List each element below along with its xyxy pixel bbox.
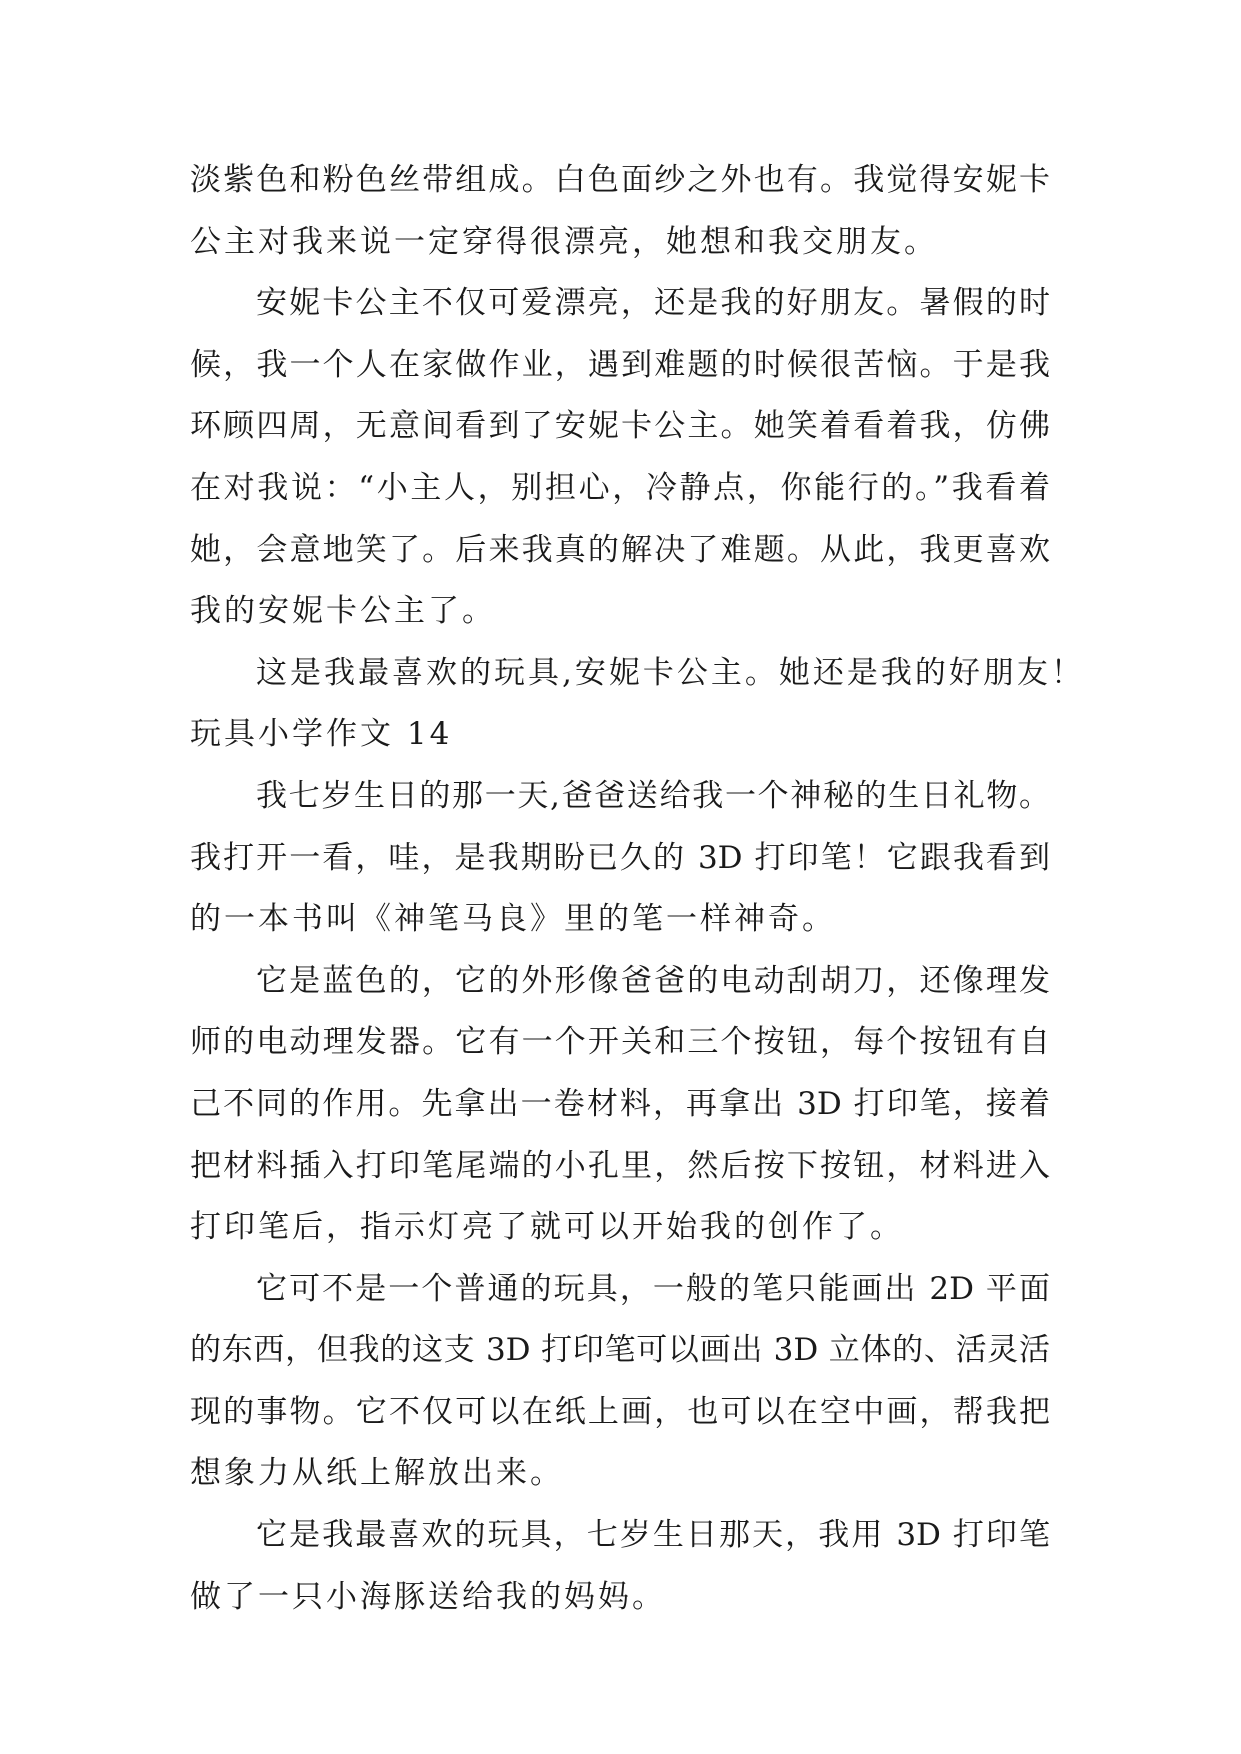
text-line: 我的安妮卡公主了。: [190, 593, 496, 630]
text-line: 候，我一个人在家做作业，遇到难题的时候很苦恼。于是我: [190, 346, 1050, 383]
text-line: 现的事物。它不仅可以在纸上画，也可以在空中画，帮我把: [190, 1393, 1050, 1430]
paragraph-first-line: 安妮卡公主不仅可爱漂亮，还是我的好朋友。暑假的时: [256, 285, 1050, 322]
text-line: 把材料插入打印笔尾端的小孔里，然后按下按钮，材料进入: [190, 1147, 1050, 1184]
section-heading: 玩具小学作文 14: [190, 716, 453, 753]
paragraph-first-line: 这是我最喜欢的玩具,安妮卡公主。她还是我的好朋友！: [256, 654, 1085, 691]
text-line: 师的电动理发器。它有一个开关和三个按钮，每个按钮有自: [190, 1024, 1050, 1061]
paragraph-first-line: 它是我最喜欢的玩具，七岁生日那天，我用 3D 打印笔: [256, 1517, 1050, 1554]
text-line: 想象力从纸上解放出来。: [190, 1455, 564, 1492]
text-line: 公主对我来说一定穿得很漂亮，她想和我交朋友。: [190, 223, 938, 260]
paragraph-first-line: 我七岁生日的那一天,爸爸送给我一个神秘的生日礼物。: [256, 777, 1050, 814]
text-line: 淡紫色和粉色丝带组成。白色面纱之外也有。我觉得安妮卡: [190, 162, 1050, 198]
text-line: 我打开一看，哇，是我期盼已久的 3D 打印笔！它跟我看到: [190, 839, 1050, 876]
essay-body: [190, 150, 1085, 1628]
text-line: 做了一只小海豚送给我的妈妈。: [190, 1578, 666, 1615]
text-line: 在对我说：“小主人，别担心，冷静点，你能行的。”我看着: [190, 469, 1050, 506]
text-line: 的东西，但我的这支 3D 打印笔可以画出 3D 立体的、活灵活: [190, 1332, 1050, 1369]
paragraph-first-line: 它可不是一个普通的玩具，一般的笔只能画出 2D 平面: [256, 1270, 1050, 1307]
text-line: 环顾四周，无意间看到了安妮卡公主。她笑着看着我，仿佛: [190, 408, 1050, 445]
text-line: 己不同的作用。先拿出一卷材料，再拿出 3D 打印笔，接着: [190, 1085, 1050, 1122]
text-line: 她，会意地笑了。后来我真的解决了难题。从此，我更喜欢: [190, 531, 1050, 568]
text-line: 的一本书叫《神笔马良》里的笔一样神奇。: [190, 901, 836, 938]
paragraph-first-line: 它是蓝色的，它的外形像爸爸的电动刮胡刀，还像理发: [256, 962, 1050, 999]
text-line: 打印笔后，指示灯亮了就可以开始我的创作了。: [190, 1209, 904, 1246]
